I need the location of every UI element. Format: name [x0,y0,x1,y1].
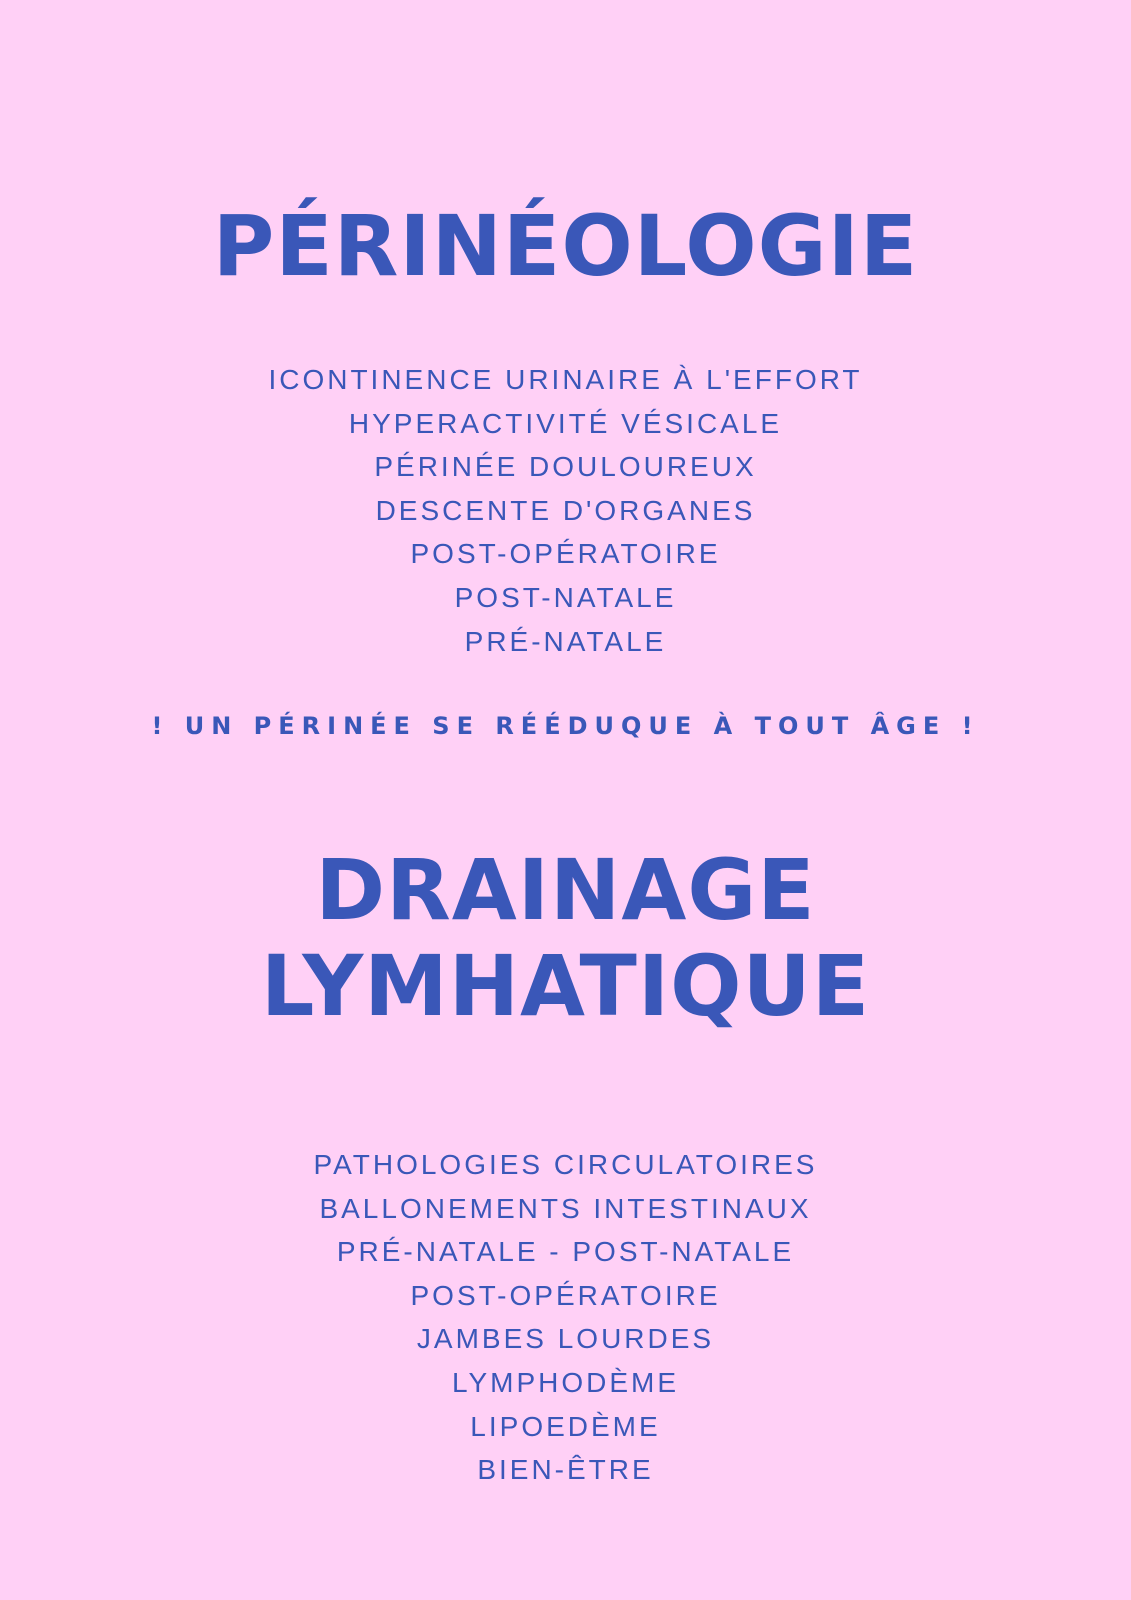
list-item: HYPERACTIVITÉ VÉSICALE [348,407,783,439]
list-item: POST-OPÉRATOIRE [410,538,721,570]
list-item: POST-NATALE [454,581,677,613]
section-title-perineologie: PÉRINÉOLOGIE [212,197,919,295]
section-perineologie-header [0,198,1131,294]
list-item: DESCENTE D'ORGANES [375,494,756,526]
list-item: BALLONEMENTS INTESTINAUX [319,1192,812,1224]
section-title-drainage-line-2: LYMHATIQUE [260,937,871,1035]
list-item: PRÉ-NATALE [464,625,667,657]
list-item: LIPOEDÈME [470,1410,661,1442]
perineologie-note: ! UN PÉRINÉE SE RÉÉDUQUE À TOUT ÂGE ! [151,712,980,740]
section-title-drainage-line-1: DRAINAGE [315,841,816,939]
list-item: JAMBES LOURDES [416,1323,715,1355]
drainage-indications-list [0,1143,1131,1492]
list-item: BIEN-ÊTRE [477,1454,654,1486]
list-item: POST-OPÉRATOIRE [410,1279,721,1311]
list-item: ICONTINENCE URINAIRE À L'EFFORT [268,364,863,395]
list-item: PATHOLOGIES CIRCULATOIRES [313,1149,818,1180]
section-perineologie-list-wrapper [0,358,1131,663]
list-item: LYMPHODÈME [451,1366,680,1398]
perineologie-indications-list [0,358,1131,663]
list-item: PRÉ-NATALE - POST-NATALE [336,1236,795,1268]
section-drainage-list-wrapper [0,1143,1131,1492]
section-drainage-header [0,842,1131,1034]
list-item: PÉRINÉE DOULOUREUX [374,451,757,483]
